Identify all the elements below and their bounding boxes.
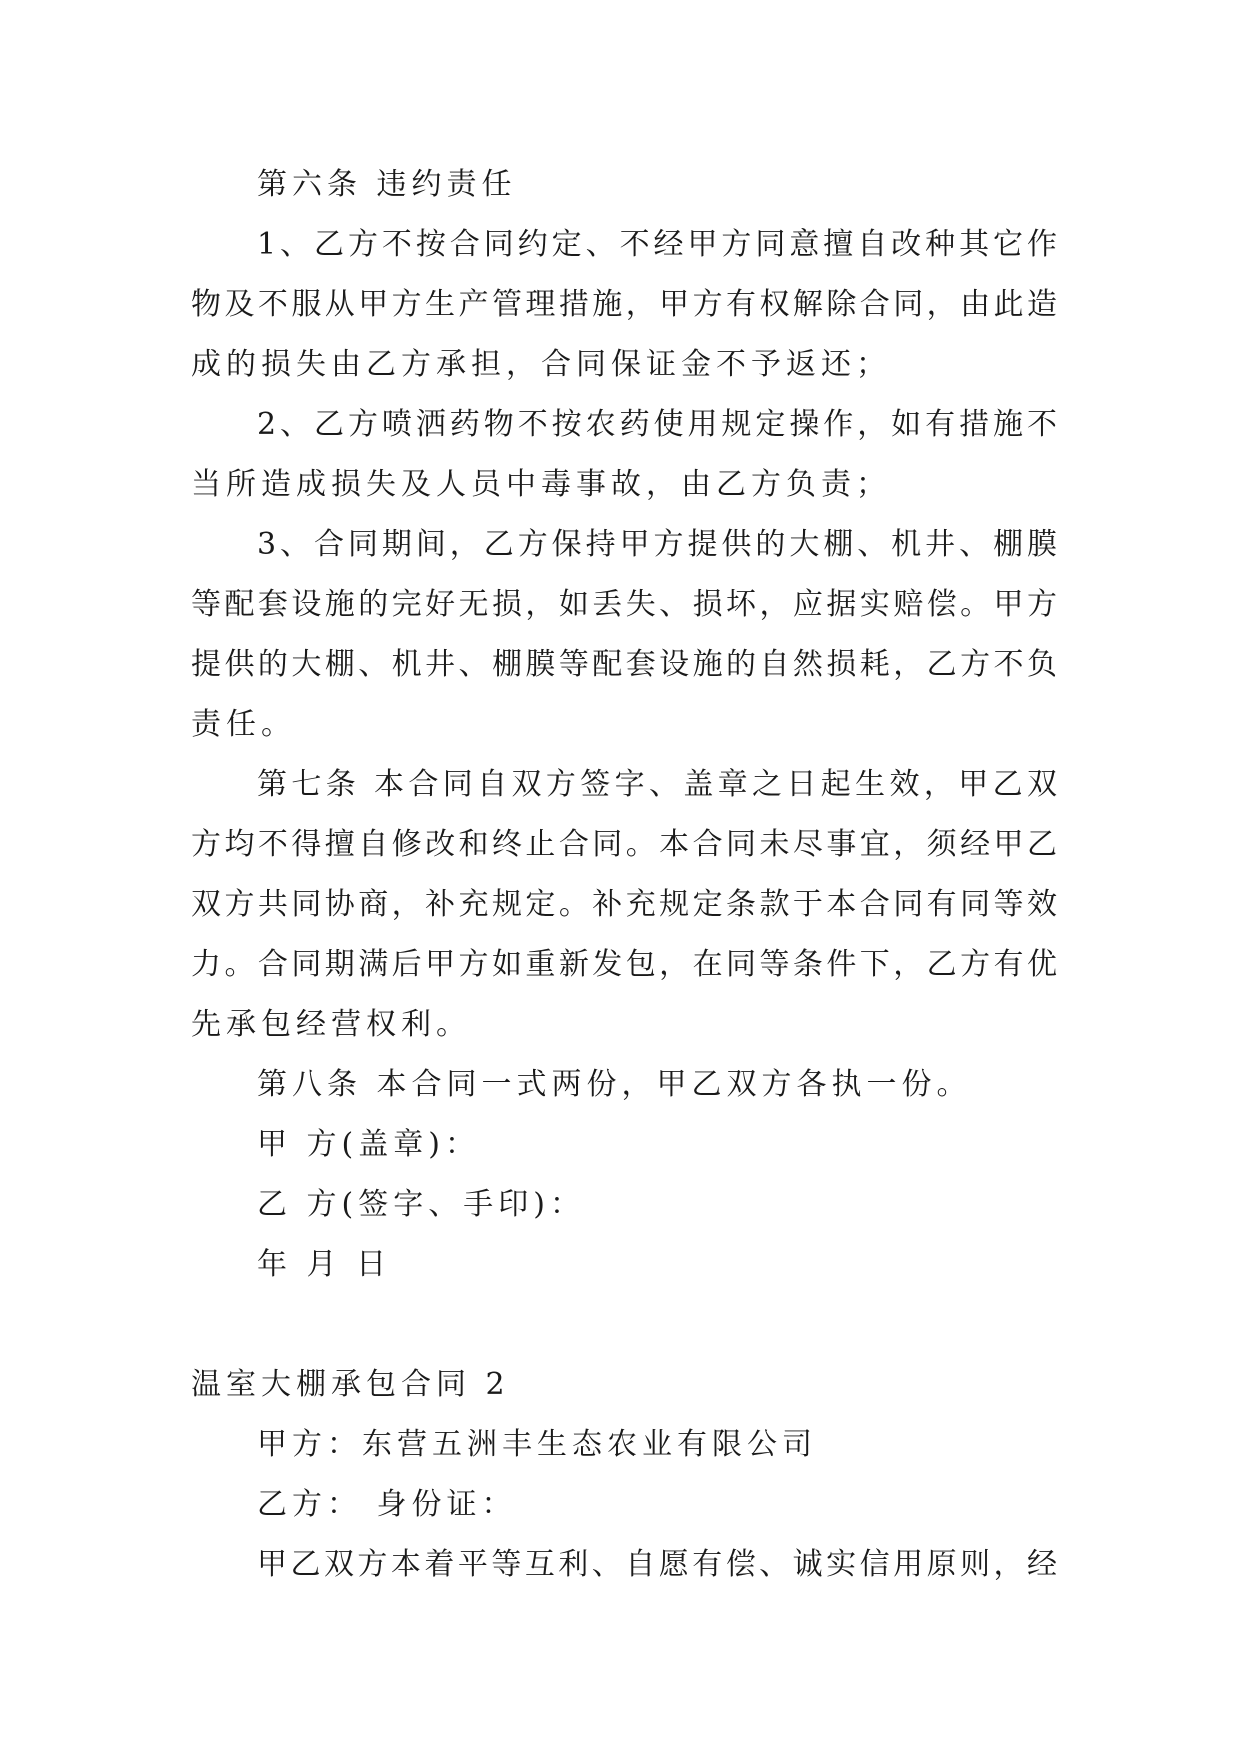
article-8: 第八条 本合同一式两份，甲乙双方各执一份。: [257, 1067, 972, 1102]
article-6-item-3-line-1: 3、合同期间，乙方保持甲方提供的大棚、机井、棚膜: [257, 527, 1057, 562]
party-a-seal-line: 甲 方(盖章)：: [257, 1127, 480, 1162]
date-line: 年 月 日: [257, 1247, 392, 1282]
section-spacer: [191, 1295, 1057, 1355]
article-7-line-2: 方均不得擅自修改和终止合同。本合同未尽事宜，须经甲乙: [191, 827, 1057, 862]
article-6-item-3-line-4: 责任。: [191, 707, 296, 742]
article-6-item-1-line-3: 成的损失由乙方承担，合同保证金不予返还；: [191, 347, 891, 382]
contract-2-opening: 甲乙双方本着平等互利、自愿有偿、诚实信用原则，经: [257, 1547, 1057, 1582]
article-6-heading: 第六条 违约责任: [257, 167, 517, 202]
document-body: [191, 155, 1057, 1595]
party-b-signature-line: 乙 方(签字、手印)：: [257, 1187, 585, 1222]
contract-2-party-b: 乙方： 身份证：: [257, 1487, 517, 1522]
contract-2-party-a: 甲方：东营五洲丰生态农业有限公司: [257, 1427, 817, 1462]
contract-2-title: 温室大棚承包合同 2: [191, 1367, 510, 1402]
article-7-line-3: 双方共同协商，补充规定。补充规定条款于本合同有同等效: [191, 887, 1057, 922]
article-7-line-5: 先承包经营权利。: [191, 1007, 471, 1042]
article-6-item-1-line-1: 1、乙方不按合同约定、不经甲方同意擅自改种其它作: [257, 227, 1057, 262]
article-6-item-1-line-2: 物及不服从甲方生产管理措施，甲方有权解除合同，由此造: [191, 287, 1057, 322]
article-7-line-4: 力。合同期满后甲方如重新发包，在同等条件下，乙方有优: [191, 947, 1057, 982]
article-6-item-2-line-1: 2、乙方喷洒药物不按农药使用规定操作，如有措施不: [257, 407, 1057, 442]
article-7-line-1: 第七条 本合同自双方签字、盖章之日起生效，甲乙双: [257, 767, 1057, 802]
article-6-item-3-line-3: 提供的大棚、机井、棚膜等配套设施的自然损耗，乙方不负: [191, 647, 1057, 682]
article-6-item-2-line-2: 当所造成损失及人员中毒事故，由乙方负责；: [191, 467, 891, 502]
article-6-item-3-line-2: 等配套设施的完好无损，如丢失、损坏，应据实赔偿。甲方: [191, 587, 1057, 622]
